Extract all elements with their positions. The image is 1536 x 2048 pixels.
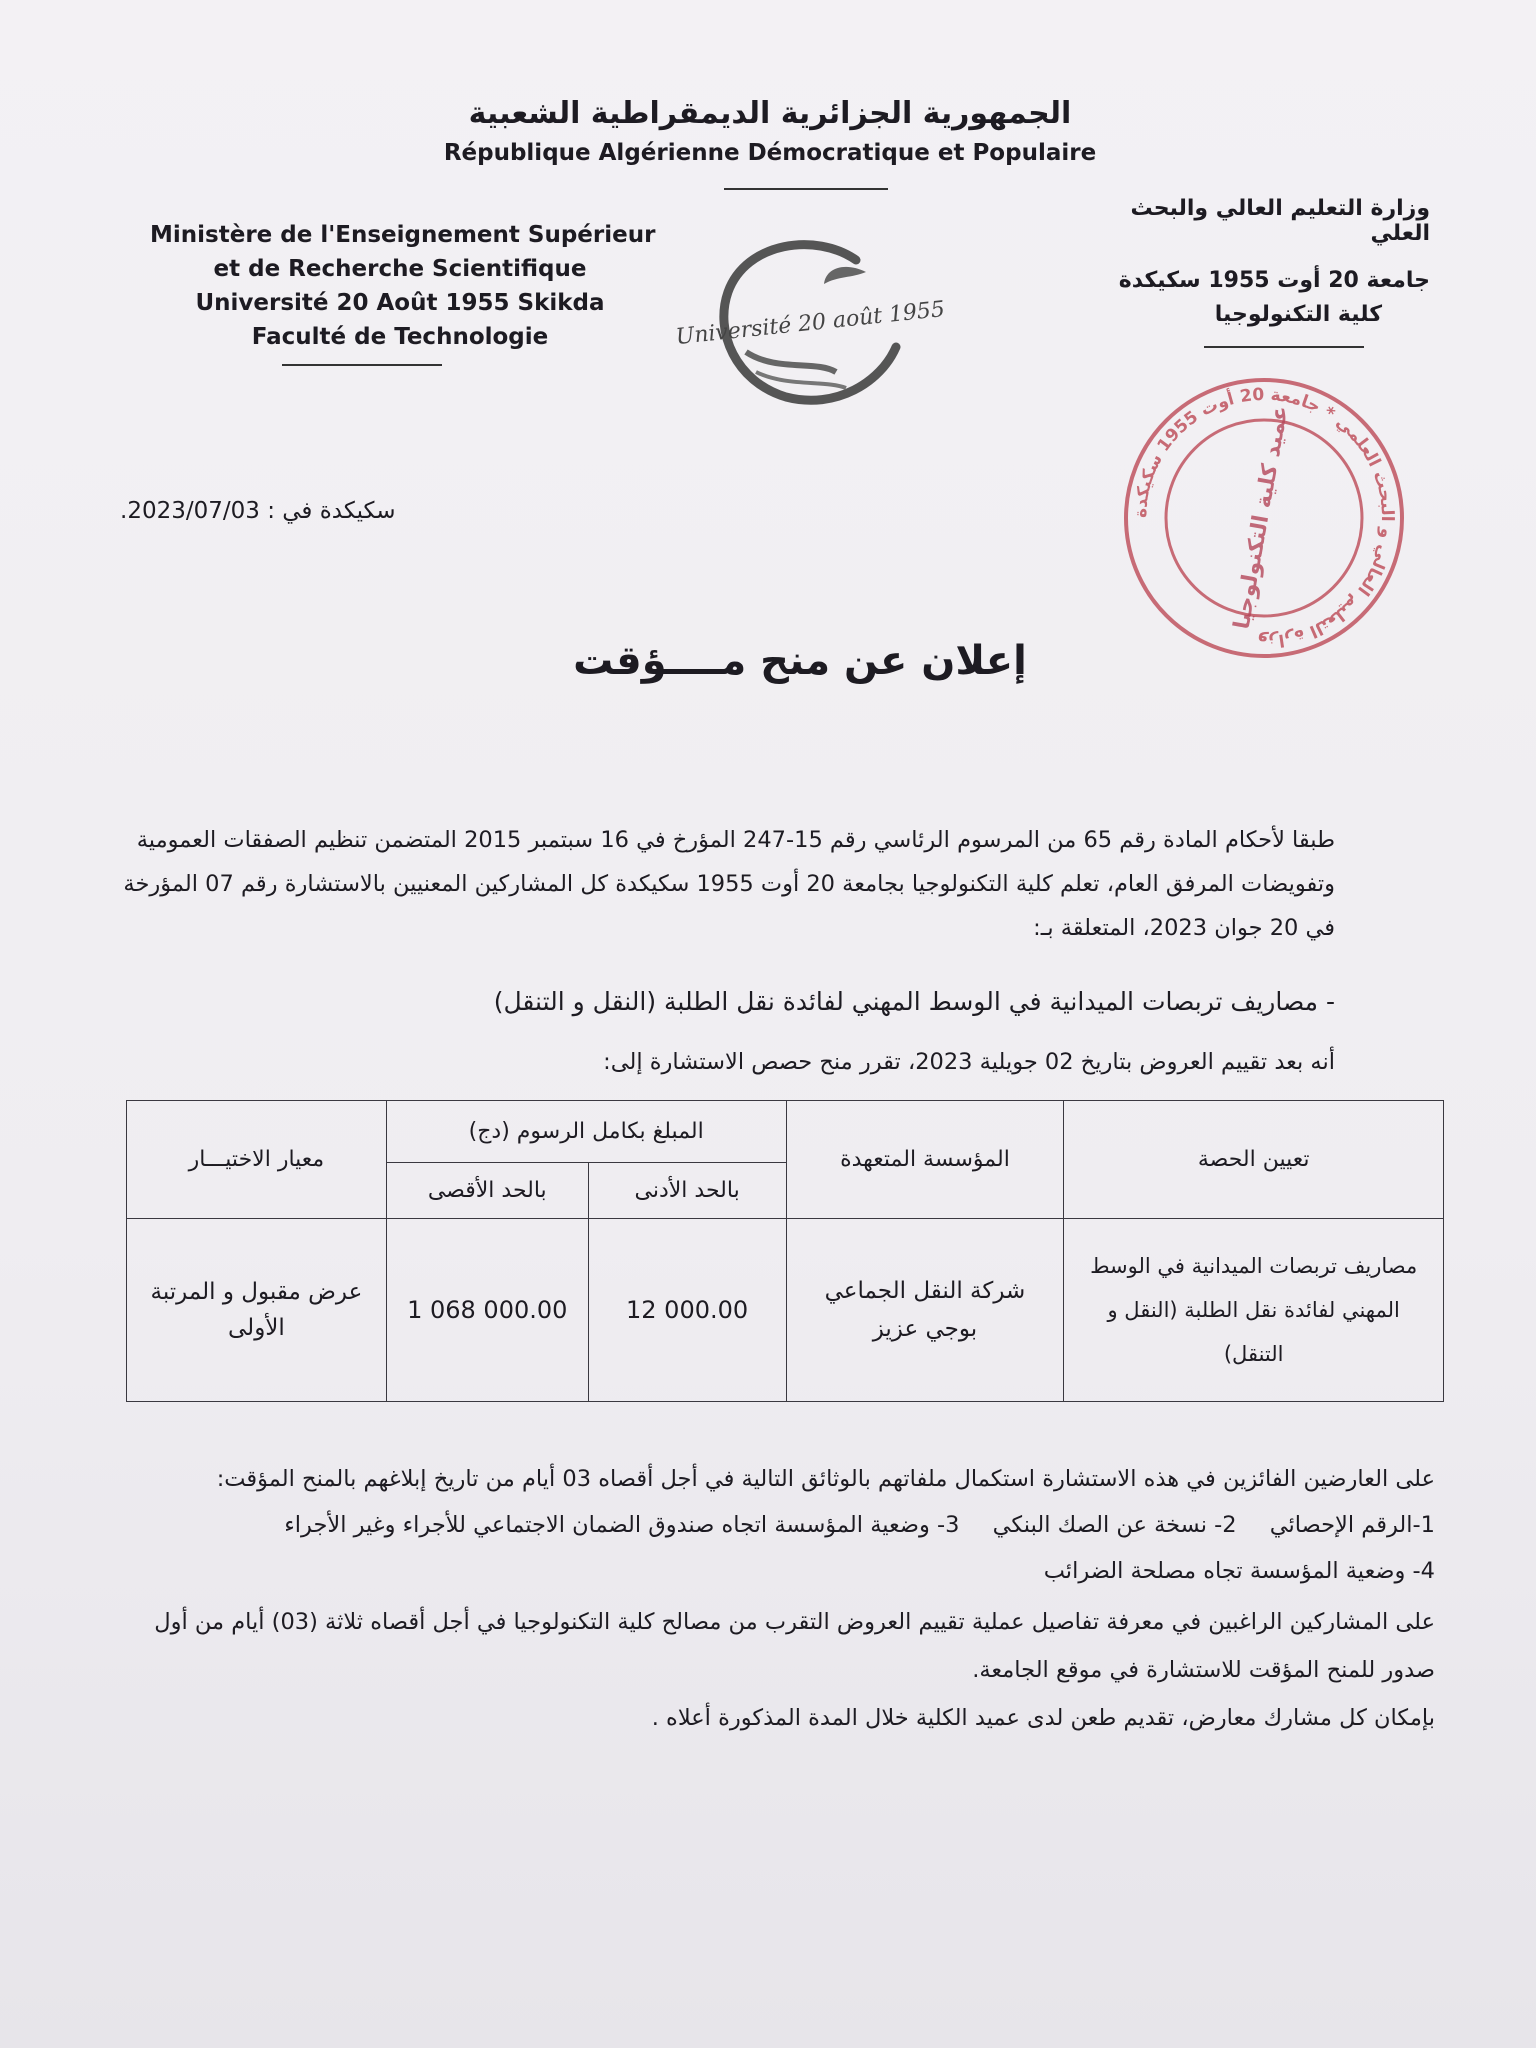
document-date: سكيكدة في : 2023/07/03. [120,498,396,524]
consultation-subject: - مصاريف تربصات الميدانية في الوسط المهني لفائدة نقل الطلبة (النقل و التنقل) [493,987,1335,1016]
appeal-note: بإمكان كل مشارك معارض، تقديم طعن لدى عميد الكلية خلال المدة المذكورة أعلاه . [651,1705,1435,1731]
header-min: بالحد الأدنى [588,1163,786,1219]
university-fr: Université 20 Août 1955 Skikda [195,290,605,316]
cell-max: 1 068 000.00 [386,1219,588,1402]
fr-block-divider [282,364,442,366]
faculty-ar: كلية التكنولوجيا [1214,302,1382,327]
doc-item: 2- نسخة عن الصك البنكي [992,1512,1237,1538]
institution-block-fr [150,218,656,354]
cell-min: 12 000.00 [588,1219,786,1402]
header-divider [724,188,888,190]
republic-title-ar: الجمهورية الجزائرية الديمقراطية الشعبية [468,96,1072,131]
ministry-fr: Ministère de l'Enseignement Supérieur [150,222,656,248]
university-logo [674,232,947,407]
award-table [126,1100,1444,1402]
svg-text:عميد كلية التكنولوجيا: عميد كلية التكنولوجيا [1229,403,1294,632]
evaluation-sentence: أنه بعد تقييم العروض بتاريخ 02 جويلية 2023، تقرر منح حصص الاستشارة إلى: [603,1049,1335,1075]
cell-company: شركة النقل الجماعي بوجي عزيز [786,1219,1064,1402]
ar-block-divider [1204,346,1364,348]
faculty-fr: Faculté de Technologie [251,324,549,350]
header-amount: المبلغ بكامل الرسوم (دج) [386,1101,786,1163]
table-row [127,1219,1444,1402]
header-lot: تعيين الحصة [1064,1101,1444,1219]
header-criteria: معيار الاختيـــار [127,1101,387,1219]
header-max: بالحد الأقصى [386,1163,588,1219]
table-header-row [127,1101,1444,1163]
doc-item: 1-الرقم الإحصائي [1269,1512,1435,1538]
details-note-text: على المشاركين الراغبين في معرفة تفاصيل عملية تقييم العروض التقرب من مصالح كلية التكنولوجيا في أجل أقصاه ثلاثة (03) أيام من أول صدور للمنح المؤقت للاستشارة في موقع الجامعة. [154,1609,1435,1683]
svg-text:وزارة التعليم العالي و البحث ا: وزارة التعليم العالي و البحث العلمي * جامعة 20 أوت 1955 سكيكدة [1130,384,1398,652]
page-title: إعلان عن منح مــــؤقت [573,638,1027,684]
header-company: المؤسسة المتعهدة [786,1101,1064,1219]
university-ar: جامعة 20 أوت 1955 سكيكدة [1118,268,1430,293]
required-documents [120,1502,1435,1594]
official-stamp [1118,372,1410,664]
doc-item: 3- وضعية المؤسسة اتجاه صندوق الضمان الاجتماعي للأجراء وغير الأجراء [284,1512,960,1538]
cell-criteria: عرض مقبول و المرتبة الأولى [127,1219,387,1402]
intro-paragraph: طبقا لأحكام المادة رقم 65 من المرسوم الرئاسي رقم 15-247 المؤرخ في 16 سبتمبر 2015 المتضمن تنظيم الصفقات العمومية وتفويضات المرفق العام، تعلم كلية التكنولوجيا بجامعة 20 أوت 1955 سكيكدة كل المشاركين المعنيين بالاستشارة رقم 07 المؤرخة في 20 جوان 2023، المتعلقة بـ: [123,827,1335,941]
cell-lot: مصاريف تربصات الميدانية في الوسط المهني لفائدة نقل الطلبة (النقل و التنقل) [1064,1219,1444,1402]
doc-item: 4- وضعية المؤسسة تجاه مصلحة الضرائب [1043,1558,1435,1584]
details-note [120,1598,1435,1742]
winners-note: على العارضين الفائزين في هذه الاستشارة استكمال ملفاتهم بالوثائق التالية في أجل أقصاه 03 أيام من تاريخ إبلاغهم بالمنح المؤقت: [216,1466,1435,1492]
ministry-ar: وزارة التعليم العالي والبحث العلي [1130,196,1430,246]
republic-title-fr: République Algérienne Démocratique et Populaire [443,140,1097,166]
svg-text:Université 20 août 1955: Université 20 août 1955 [674,296,947,351]
research-fr: et de Recherche Scientifique [213,256,587,282]
